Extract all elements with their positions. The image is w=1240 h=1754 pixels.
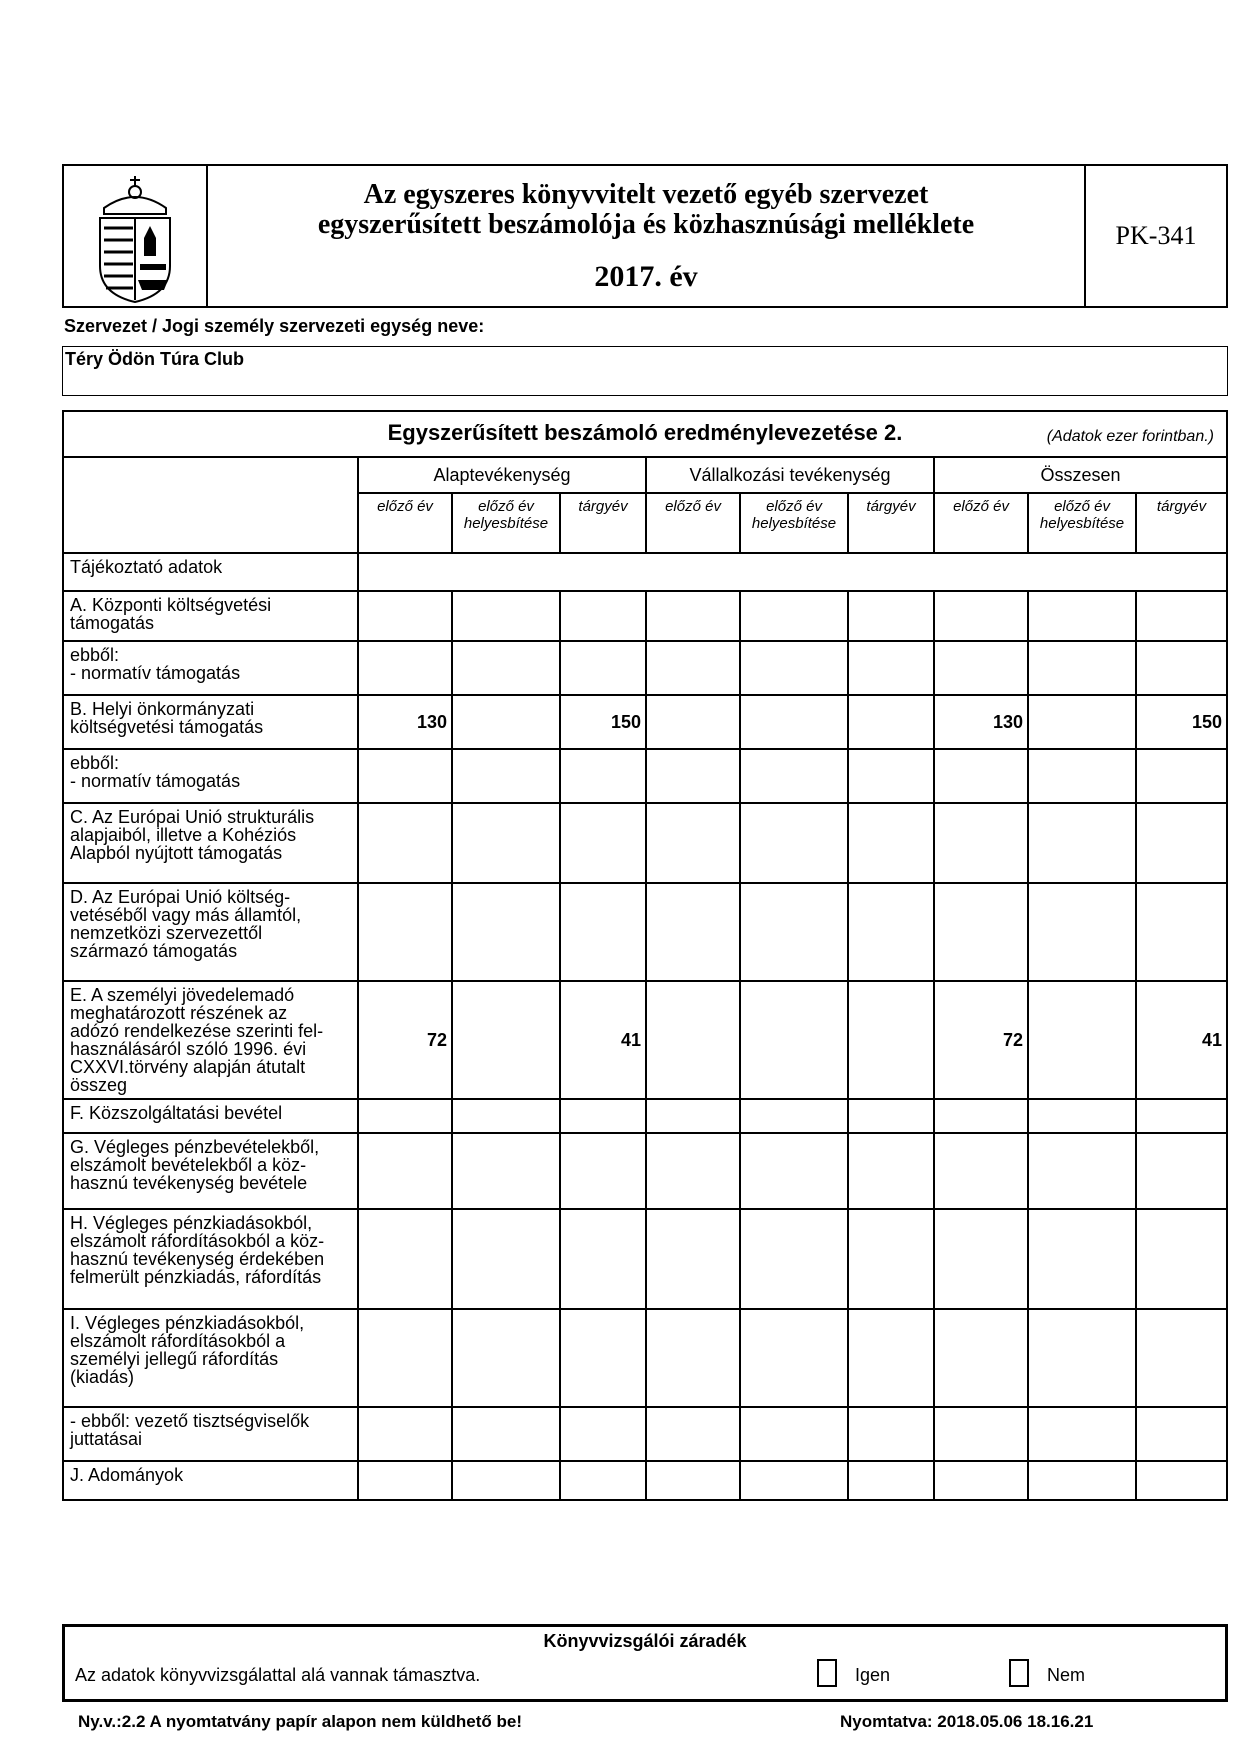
value-cell[interactable]	[1136, 1407, 1226, 1461]
value-cell[interactable]	[740, 883, 848, 981]
value-cell[interactable]	[1136, 1461, 1226, 1499]
value-cell[interactable]	[646, 1461, 740, 1499]
value-cell[interactable]	[452, 641, 560, 695]
value-cell[interactable]	[1136, 1099, 1226, 1133]
row-label: G. Végleges pénzbevételekből, elszámolt bevételekből a köz- hasznú tevékenység bevétele	[64, 1133, 358, 1209]
value-cell[interactable]	[848, 591, 934, 641]
form-year: 2017. év	[594, 260, 698, 293]
form-code: PK-341	[1084, 166, 1226, 306]
value-cell[interactable]	[740, 1099, 848, 1133]
value-cell[interactable]	[740, 1407, 848, 1461]
value-cell[interactable]	[848, 641, 934, 695]
value-cell[interactable]	[358, 1461, 452, 1499]
value-cell[interactable]	[452, 803, 560, 883]
report-title: Egyszerűsített beszámoló eredménylevezetése 2.	[387, 420, 903, 445]
value-cell[interactable]	[1136, 1309, 1226, 1407]
form-title-line2: egyszerűsített beszámolója és közhasznúsági melléklete	[317, 209, 975, 240]
subcolumn-header-0	[358, 493, 452, 553]
value-cell[interactable]: 150	[560, 695, 646, 749]
value-cell[interactable]	[1136, 1209, 1226, 1309]
value-cell[interactable]	[358, 1407, 452, 1461]
subcolumn-header-4	[740, 493, 848, 553]
value-cell[interactable]	[646, 1309, 740, 1407]
group-header-2: Összesen	[934, 458, 1226, 493]
value-cell[interactable]	[1136, 749, 1226, 803]
subcolumn-header-5	[848, 493, 934, 553]
value-cell[interactable]	[740, 591, 848, 641]
value-cell[interactable]	[1136, 1133, 1226, 1209]
value-cell[interactable]	[646, 695, 740, 749]
value-cell[interactable]	[452, 1209, 560, 1309]
subcolumn-label: előző év	[766, 498, 822, 515]
group-header-0: Alaptevékenység	[358, 458, 646, 493]
value-cell[interactable]	[1028, 749, 1136, 803]
org-name-value: Téry Ödön Túra Club	[65, 349, 245, 369]
value-cell[interactable]	[848, 695, 934, 749]
logo-cell	[64, 166, 208, 306]
value-cell[interactable]	[358, 641, 452, 695]
value-cell[interactable]	[1028, 981, 1136, 1099]
value-cell[interactable]	[934, 641, 1028, 695]
value-cell[interactable]	[646, 749, 740, 803]
audit-no-checkbox[interactable]	[1009, 1659, 1029, 1687]
value-cell[interactable]	[740, 1309, 848, 1407]
value-cell[interactable]	[1136, 641, 1226, 695]
table-row	[64, 695, 1226, 749]
subcolumn-label: előző év	[953, 498, 1009, 515]
unit-note: (Adatok ezer forintban.)	[1046, 428, 1214, 445]
value-cell[interactable]	[934, 591, 1028, 641]
group-header-row	[64, 458, 1226, 493]
org-name-label: Szervezet / Jogi személy szervezeti egység neve:	[64, 316, 485, 336]
value-cell[interactable]	[646, 1099, 740, 1133]
row-label: ebből: - normatív támogatás	[64, 749, 358, 803]
row-label: - ebből: vezető tisztségviselők juttatásai	[64, 1407, 358, 1461]
value-cell[interactable]	[358, 883, 452, 981]
subcolumn-header-8	[1136, 493, 1226, 553]
row-label: J. Adományok	[64, 1461, 358, 1499]
value-cell[interactable]: 150	[1136, 695, 1226, 749]
value-cell[interactable]	[848, 749, 934, 803]
value-cell[interactable]	[740, 1133, 848, 1209]
value-cell[interactable]	[646, 981, 740, 1099]
subcolumn-label: tárgyév	[578, 498, 628, 515]
value-cell[interactable]	[1028, 883, 1136, 981]
footer-version-note: Ny.v.:2.2 A nyomtatvány papír alapon nem küldhető be!	[78, 1712, 522, 1731]
table-row	[64, 1099, 1226, 1133]
subcolumn-label: előző év	[478, 498, 534, 515]
value-cell[interactable]	[934, 1133, 1028, 1209]
value-cell[interactable]	[1136, 591, 1226, 641]
table-row	[64, 981, 1226, 1099]
value-cell[interactable]	[358, 1309, 452, 1407]
value-cell[interactable]	[560, 1407, 646, 1461]
subcolumn-label-2: helyesbítése	[463, 515, 549, 532]
value-cell[interactable]	[560, 883, 646, 981]
value-cell[interactable]	[848, 1309, 934, 1407]
value-cell[interactable]: 130	[358, 695, 452, 749]
row-label: ebből: - normatív támogatás	[64, 641, 358, 695]
form-title-line1: Az egyszeres könyvvitelt vezető egyéb szervezet	[363, 179, 929, 210]
value-cell[interactable]	[646, 1133, 740, 1209]
row-label: I. Végleges pénzkiadásokból, elszámolt ráfordításokból a személyi jellegű ráfordítás (kiadás)	[64, 1309, 358, 1407]
table-row	[64, 1407, 1226, 1461]
row-label: D. Az Európai Unió költség- vetéséből vagy más államtól, nemzetközi szervezettől származó támogatás	[64, 883, 358, 981]
value-cell[interactable]	[1028, 1099, 1136, 1133]
report-table	[64, 458, 1226, 1499]
value-cell[interactable]	[848, 883, 934, 981]
value-cell[interactable]	[934, 1209, 1028, 1309]
subcolumn-label: előző év	[377, 498, 433, 515]
audit-no-label: Nem	[1047, 1665, 1086, 1685]
subcolumn-header-2	[560, 493, 646, 553]
info-row	[64, 553, 1226, 591]
value-cell[interactable]	[934, 1407, 1028, 1461]
value-cell[interactable]	[1028, 641, 1136, 695]
group-header-1: Vállalkozási tevékenység	[646, 458, 934, 493]
value-cell[interactable]	[740, 803, 848, 883]
table-row	[64, 803, 1226, 883]
value-cell[interactable]	[1028, 1407, 1136, 1461]
value-cell[interactable]	[358, 803, 452, 883]
value-cell[interactable]: 41	[1136, 981, 1226, 1099]
value-cell[interactable]	[358, 749, 452, 803]
value-cell[interactable]	[1028, 803, 1136, 883]
value-cell[interactable]	[1028, 1461, 1136, 1499]
value-cell[interactable]	[452, 1133, 560, 1209]
org-name-field[interactable]	[62, 346, 1228, 396]
value-cell[interactable]	[1028, 1133, 1136, 1209]
value-cell[interactable]	[560, 1461, 646, 1499]
subcolumn-label-2: helyesbítése	[1039, 515, 1125, 532]
value-cell[interactable]	[740, 981, 848, 1099]
form-header	[62, 164, 1228, 308]
value-cell[interactable]	[848, 803, 934, 883]
value-cell[interactable]	[740, 749, 848, 803]
row-label: B. Helyi önkormányzati költségvetési támogatás	[64, 695, 358, 749]
subcolumn-header-7	[1028, 493, 1136, 553]
value-cell[interactable]	[358, 591, 452, 641]
value-cell[interactable]	[1028, 1209, 1136, 1309]
subcolumn-label: tárgyév	[1156, 498, 1207, 515]
info-row-label: Tájékoztató adatok	[64, 553, 358, 591]
value-cell[interactable]	[934, 1461, 1028, 1499]
table-row	[64, 591, 1226, 641]
value-cell[interactable]	[452, 883, 560, 981]
value-cell[interactable]	[452, 1099, 560, 1133]
audit-clause-box	[62, 1624, 1228, 1702]
table-row	[64, 1461, 1226, 1499]
value-cell[interactable]	[848, 1133, 934, 1209]
subcolumn-header-3	[646, 493, 740, 553]
value-cell[interactable]	[740, 1461, 848, 1499]
value-cell[interactable]: 130	[934, 695, 1028, 749]
value-cell[interactable]: 72	[358, 981, 452, 1099]
value-cell[interactable]	[560, 1209, 646, 1309]
value-cell[interactable]	[358, 1133, 452, 1209]
form-title-block	[208, 166, 1084, 306]
value-cell[interactable]: 72	[934, 981, 1028, 1099]
audit-yes-label: Igen	[855, 1665, 891, 1685]
subcolumn-header-1	[452, 493, 560, 553]
value-cell[interactable]	[452, 591, 560, 641]
value-cell[interactable]	[560, 749, 646, 803]
row-label: H. Végleges pénzkiadásokból, elszámolt ráfordításokból a köz- hasznú tevékenység érdekében felmerült pénzkiadás, ráfordítás	[64, 1209, 358, 1309]
subcolumn-label: tárgyév	[866, 498, 916, 515]
value-cell[interactable]: 41	[560, 981, 646, 1099]
value-cell[interactable]	[646, 883, 740, 981]
value-cell[interactable]	[646, 591, 740, 641]
report-title-bar	[64, 412, 1226, 458]
subcolumn-label-2: helyesbítése	[751, 515, 837, 532]
audit-yes-checkbox[interactable]	[817, 1659, 837, 1687]
subcolumn-label: előző év	[665, 498, 721, 515]
value-cell[interactable]	[452, 695, 560, 749]
value-cell[interactable]	[646, 803, 740, 883]
row-label: E. A személyi jövedelemadó meghatározott részének az adózó rendelkezése szerinti fel- használásáról szóló 1996. évi CXXVI.törvény alapján átutalt összeg	[64, 981, 358, 1099]
subcolumn-label: előző év	[1054, 498, 1110, 515]
value-cell[interactable]	[560, 1309, 646, 1407]
value-cell[interactable]	[452, 1309, 560, 1407]
value-cell[interactable]	[560, 1099, 646, 1133]
value-cell[interactable]	[1136, 803, 1226, 883]
value-cell[interactable]	[934, 1309, 1028, 1407]
coat-of-arms-icon	[64, 166, 206, 306]
footer-print-date: Nyomtatva: 2018.05.06 18.16.21	[840, 1712, 1094, 1731]
value-cell[interactable]	[848, 1209, 934, 1309]
value-cell[interactable]	[1028, 695, 1136, 749]
audit-title: Könyvvizsgálói záradék	[543, 1631, 747, 1651]
value-cell[interactable]	[646, 1407, 740, 1461]
value-cell[interactable]	[848, 1099, 934, 1133]
value-cell[interactable]	[934, 1099, 1028, 1133]
table-row	[64, 641, 1226, 695]
audit-text: Az adatok könyvvizsgálattal alá vannak támasztva.	[75, 1665, 481, 1685]
value-cell[interactable]	[560, 641, 646, 695]
table-row	[64, 883, 1226, 981]
value-cell[interactable]	[646, 1209, 740, 1309]
value-cell[interactable]	[452, 1407, 560, 1461]
value-cell[interactable]	[1028, 591, 1136, 641]
value-cell[interactable]	[740, 641, 848, 695]
value-cell[interactable]	[934, 803, 1028, 883]
value-cell[interactable]	[934, 883, 1028, 981]
row-label: C. Az Európai Unió strukturális alapjaiból, illetve a Kohéziós Alapból nyújtott támogatás	[64, 803, 358, 883]
info-row-blank	[358, 553, 1226, 591]
table-row	[64, 1133, 1226, 1209]
row-label: A. Központi költségvetési támogatás	[64, 591, 358, 641]
value-cell[interactable]	[452, 749, 560, 803]
table-row	[64, 1209, 1226, 1309]
table-row	[64, 1309, 1226, 1407]
value-cell[interactable]	[358, 1099, 452, 1133]
value-cell[interactable]	[934, 749, 1028, 803]
value-cell[interactable]	[560, 1133, 646, 1209]
value-cell[interactable]	[560, 803, 646, 883]
value-cell[interactable]	[848, 981, 934, 1099]
value-cell[interactable]	[740, 695, 848, 749]
row-label-header	[64, 458, 358, 553]
value-cell[interactable]	[358, 1209, 452, 1309]
subcolumn-header-6	[934, 493, 1028, 553]
value-cell[interactable]	[740, 1209, 848, 1309]
value-cell[interactable]	[848, 1407, 934, 1461]
row-label: F. Közszolgáltatási bevétel	[64, 1099, 358, 1133]
table-row	[64, 749, 1226, 803]
value-cell[interactable]	[1028, 1309, 1136, 1407]
value-cell[interactable]	[646, 641, 740, 695]
value-cell[interactable]	[560, 591, 646, 641]
value-cell[interactable]	[1136, 883, 1226, 981]
report-table-section	[62, 410, 1228, 1501]
value-cell[interactable]	[452, 981, 560, 1099]
value-cell[interactable]	[452, 1461, 560, 1499]
value-cell[interactable]	[848, 1461, 934, 1499]
